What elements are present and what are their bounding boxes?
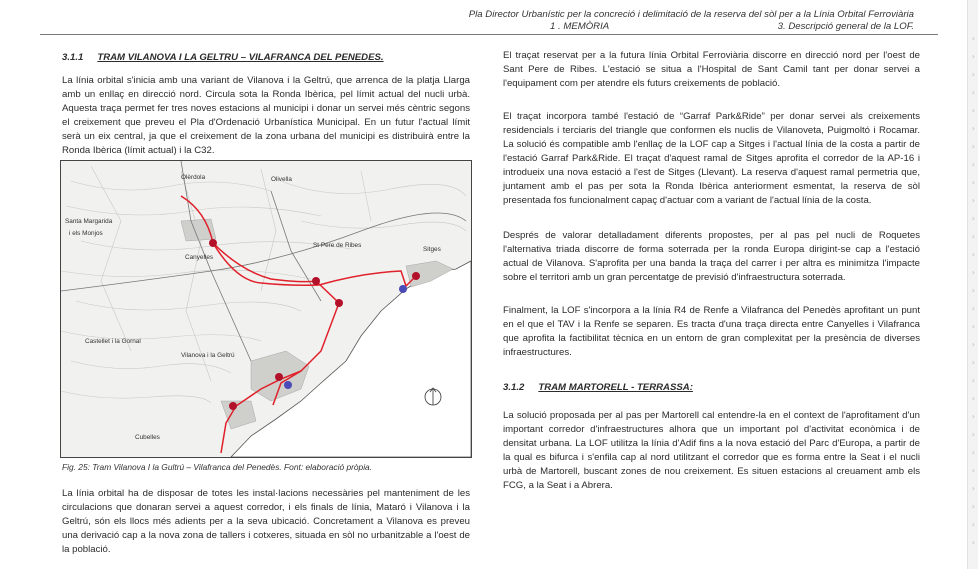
map-label-sant-pere: St Pere de Ribes: [313, 242, 362, 249]
map-label-els-monjos: i els Monjos: [69, 230, 103, 237]
paragraph-text: Després de valorar detalladament diferents propostes, per al pas pel nucli de Roquetes l'alternativa triada discorre de forma soterrada per la ronda Europa dirigint-se cap a l'estació actual de Vilanova. S'aprofita per una banda la traça del carrer i per altra es minimitza l'impacte sobre el territori amb un gran percentatge de previsió d'infraestructura soterrada.: [503, 230, 920, 283]
paragraph-text: Finalment, la LOF s'incorpora a la línia R4 de Renfe a Vilafranca del Penedès aprofitant un punt en el que el TAV i la Renfe se separen. Es tracta d'una traça directa entre Canyelles i Vilafranca que aprofita la factibilitat tècnica en un entorn de gran complexitat per la presència de diverses infraestructures.: [503, 305, 920, 358]
map-label-olivella: Olivella: [271, 176, 292, 183]
header-section-memoria: 1 . MEMÒRIA: [550, 21, 610, 32]
section-heading-3-1-1: [62, 52, 384, 63]
paragraph-text: La línia orbital ha de disposar de totes les instal·lacions necessàries pel manteniment de les circulacions que donaran servei a aquest corredor, i els finals de línia, Mataró i Vilanova i la Geltrú, són els llocs més adients per a la seva ubicació. Concretament a Vilanova es preveu una derivació cap a la nova zona de tallers i cotxeres, situada en sòl no urbanitzable a l'oest de la població.: [62, 488, 470, 555]
left-paragraph-2: [62, 487, 470, 557]
route-map: [60, 160, 472, 458]
section-number: 3.1.2: [503, 382, 525, 393]
figure-caption: Fig. 25: Tram Vilanova I la Gultrú – Vilafranca del Penedès. Font: elaboració pròpia.: [62, 462, 373, 472]
document-header-subline: [514, 21, 914, 32]
right-paragraph-1: [503, 49, 920, 91]
map-label-castellet: Castellet i la Gornal: [85, 338, 141, 345]
paragraph-text: La línia orbital s'inicia amb una variant de Vilanova i la Geltrú, que arrenca de la platja Llarga amb un enllaç en direcció nord. Circula sota la Ronda Ibèrica, pel límit actual del nucli urbà. Aquesta traça permet fer tres noves estacions al municipi i donar un servei més cèntric segons el creixement que preveu el Pla d'Ordenació Urbanística Municipal. En un futur l'actual límit serà un eix central, ja que el creixement de la zona urbana del municipi es distribuirà entre la Ronda Ibèrica (límit actual) i la C32.: [62, 75, 470, 156]
paragraph-text: El traçat incorpora també l'estació de “Garraf Park&Ride” per donar servei als creixements residencials i terciaris del triangle que conformen els nuclis de Vilanoveta, Puigmoltó i Rocamar. La solució és compatible amb l'enllaç de la LOF cap a Sitges i l'actual línia de la costa a partir de l'estació Garraf Park&Ride. El traçat d'aquest ramal de Sitges aprofita el corredor de la AP-16 i introdueix una nova estació a l'est de Sitges (Llevant). La reserva d'aquest ramal permetria que, juntament amb el pas per sota la Ronda Ibèrica anteriorment esmentat, la reserva de sòl presentada fos funcionalment capaç d'actuar com a variant de l'actual línia de la costa.: [503, 111, 920, 206]
map-label-santa-margarida: Santa Margarida: [65, 218, 113, 225]
paragraph-text: El traçat reservat per a la futura línia Orbital Ferroviària discorre en direcció nord per l'oest de Sant Pere de Ribes. L'estació se situa a l'Hospital de Sant Camil tant per donar servei a l'equipament com per atendre els futurs creixements de població.: [503, 50, 920, 89]
right-paragraph-5: [503, 409, 920, 493]
paragraph-text: La solució proposada per al pas per Martorell cal entendre-la en el context de l'aprofitament d'un important corredor d'infraestructures alhora que un important pol d'activitat econòmica i de densitat urbana. La LOF utilitza la línia d'Adif fins a la nova estació del Parc d'Europa, a partir de la qual es bifurca i s'enfila cap al nord utilitzant el corredor que es forma entre la Seat i el nucli urbà de Martorell, buscant zones de nou creixement. Es situen estacions al creuament amb els FCG, a la Seat i a Abrera.: [503, 410, 920, 491]
section-title: TRAM MARTORELL - TERRASSA:: [538, 382, 693, 393]
map-label-sitges: Sitges: [423, 246, 441, 253]
document-header-title: Pla Director Urbanístic per la concreció i delimitació de la reserva del sòl per a la Línia Orbital Ferroviària: [468, 9, 914, 20]
map-label-cubelles: Cubelles: [135, 434, 160, 441]
section-heading-3-1-2: [503, 382, 693, 393]
map-label-olerdola: Olèrdola: [181, 174, 206, 181]
left-paragraph-1: [62, 74, 470, 158]
section-title: TRAM VILANOVA I LA GELTRU – VILAFRANCA DEL PENEDES.: [97, 52, 384, 63]
page-edge: [967, 0, 978, 569]
map-label-vilanova: Vilanova i la Geltrú: [181, 352, 235, 359]
binding-marks: › › › › › › › › › › › › › › › › › › › › › › › › › › › › ›: [971, 34, 975, 547]
right-paragraph-4: [503, 304, 920, 360]
header-rule: [40, 34, 938, 35]
right-paragraph-2: [503, 110, 920, 208]
section-number: 3.1.1: [62, 52, 84, 63]
header-section-description: 3. Descripció general de la LOF.: [777, 21, 914, 32]
right-paragraph-3: [503, 229, 920, 285]
map-label-canyelles: Canyelles: [185, 254, 214, 261]
